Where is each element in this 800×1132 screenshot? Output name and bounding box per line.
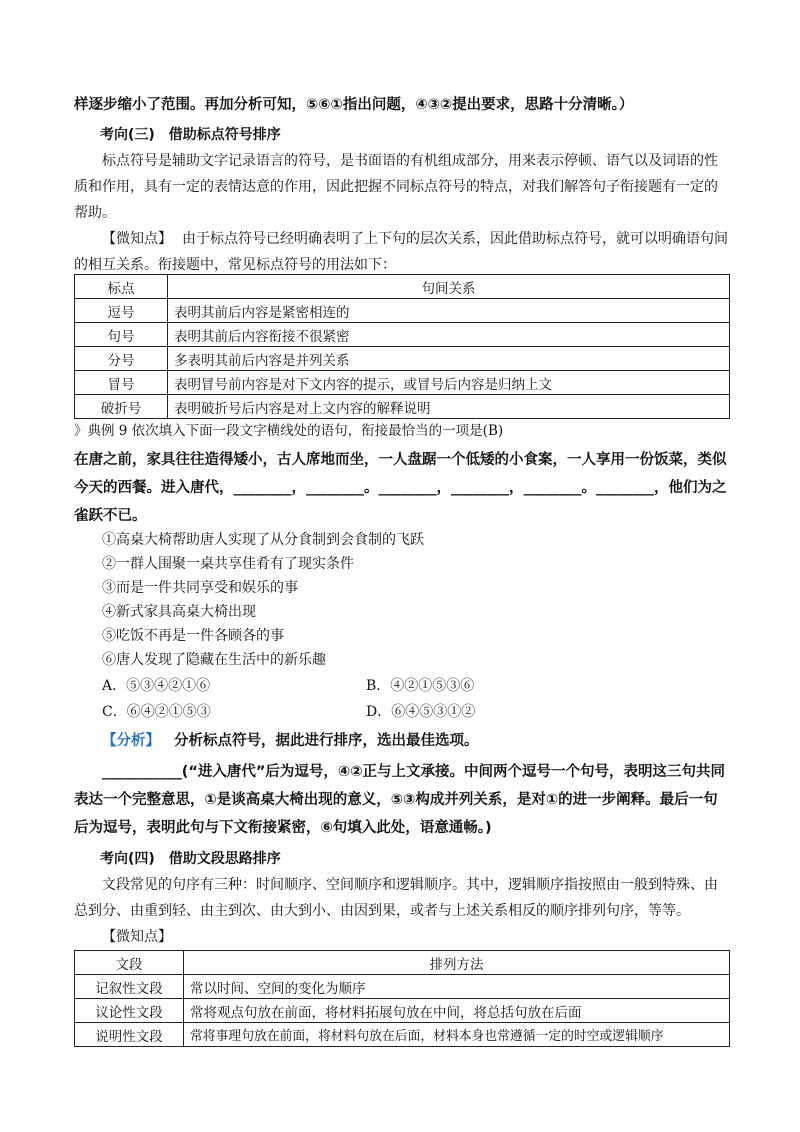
table-cell: 多表明其前后内容是并列关系	[168, 347, 730, 371]
table-cell: 表明破折号后内容是对上文内容的解释说明	[168, 395, 730, 419]
table-cell: 表明其前后内容是紧密相连的	[168, 299, 730, 323]
option-d: D．⑥④⑤③①②	[366, 704, 476, 720]
intro-line: 样逐步缩小了范围。再加分析可知，⑤⑥①指出问题，④③②提出要求，思路十分清晰。）	[74, 97, 634, 113]
table-row	[75, 323, 730, 347]
table-cell: 表明其前后内容衔接不很紧密	[168, 323, 730, 347]
list-item: ⑥唐人发现了隐藏在生活中的新乐趣	[102, 652, 326, 668]
section4-paragraph: 文段常见的句序有三种：时间顺序、空间顺序和逻辑顺序。其中，逻辑顺序指按照由一般到特殊、由总到分、由重到轻、由主到次、由大到小、由因到果，或者与上述关系相反的顺序排列句序，等等。	[74, 877, 718, 919]
option-a: A．⑤③④②①⑥	[102, 678, 211, 694]
table-cell: 冒号	[75, 371, 168, 395]
section3-paragraph: 标点符号是辅助文字记录语言的符号，是书面语的有机组成部分，用来表示停顿、语气以及词语的性质和作用，具有一定的表情达意的作用，因此把握不同标点符号的特点，对我们解答句子衔接题有一定的帮助。	[74, 153, 718, 221]
table-cell: 常将事理句放在前面，将材料句放在后面，材料本身也常遵循一定的时空或逻辑顺序	[184, 1023, 730, 1047]
table-cell: 句号	[75, 323, 168, 347]
table-header-cell: 句间关系	[168, 275, 730, 299]
example-stem: 》典例 9 依次填入下面一段文字横线处的语句，衔接最恰当的一项是(B)	[74, 423, 504, 439]
section3-heading: 考向(三) 借助标点符号排序	[100, 127, 281, 143]
section4-tip-label: 【微知点】	[102, 929, 172, 945]
table-cell: 表明冒号前内容是对下文内容的提示，或冒号后内容是归纳上文	[168, 371, 730, 395]
option-c: C．⑥④②①⑤③	[102, 704, 211, 720]
table-header-cell: 排列方法	[184, 951, 730, 975]
table-row	[75, 371, 730, 395]
table-row	[75, 347, 730, 371]
example-items	[74, 528, 730, 672]
table-row	[75, 299, 730, 323]
table-cell: 分号	[75, 347, 168, 371]
table-cell: 破折号	[75, 395, 168, 419]
table-cell: 逗号	[75, 299, 168, 323]
table-cell: 议论性文段	[75, 999, 184, 1023]
option-b: B．④②①⑤③⑥	[366, 678, 475, 694]
analysis-text: 分析标点符号，据此进行排序，选出最佳选项。	[174, 733, 479, 749]
table-cell: 记叙性文段	[75, 975, 184, 999]
section3-tip	[74, 226, 730, 278]
analysis-paragraph: ___________(“进入唐代”后为逗号，④②正与上文承接。中间两个逗号一个句号，表明这三句共同表达一个完整意思，①是谈高桌大椅出现的意义，⑤③构成并列关系，是对①的进一步阐释。最后一句后为逗号，表明此句与下文衔接紧密，⑥句填入此处，语意通畅。)	[74, 764, 725, 836]
list-item: ⑤吃饭不再是一件各顾各的事	[102, 628, 284, 644]
table-header-cell: 文段	[75, 951, 184, 975]
table-header-row	[75, 275, 730, 299]
table-row	[75, 395, 730, 419]
table-row	[75, 975, 730, 999]
table-cell: 说明性文段	[75, 1023, 184, 1047]
list-item: ②一群人围聚一桌共享佳肴有了现实条件	[102, 556, 354, 572]
table-row	[75, 1023, 730, 1047]
tip-text: 由于标点符号已经明确表明了上下句的层次关系，因此借助标点符号，就可以明确语句间的相互关系。衔接题中，常见标点符号的用法如下：	[74, 231, 728, 273]
list-item: ④新式家具高桌大椅出现	[102, 604, 256, 620]
tip-label: 【微知点】	[102, 231, 172, 247]
section4-heading: 考向(四) 借助文段思路排序	[100, 851, 281, 867]
punctuation-table	[74, 274, 730, 419]
table-row	[75, 999, 730, 1023]
table-header-cell: 标点	[75, 275, 168, 299]
example-passage: 在唐之前，家具往往造得矮小，古人席地而坐，一人盘踞一个低矮的小食案，一人享用一份饭菜，类似今天的西餐。进入唐代，________，________。________，________，________。________，他们为之雀跃不已。	[74, 452, 727, 524]
table-cell: 常将观点句放在前面，将材料拓展句放在中间，将总括句放在后面	[184, 999, 730, 1023]
table-header-row	[75, 951, 730, 975]
table-cell: 常以时间、空间的变化为顺序	[184, 975, 730, 999]
paragraph-order-table	[74, 950, 730, 1047]
list-item: ①高桌大椅帮助唐人实现了从分食制到会食制的飞跃	[102, 532, 424, 548]
list-item: ③而是一件共同享受和娱乐的事	[102, 580, 298, 596]
analysis-label: 【分析】	[102, 733, 160, 749]
analysis-line	[74, 728, 730, 754]
